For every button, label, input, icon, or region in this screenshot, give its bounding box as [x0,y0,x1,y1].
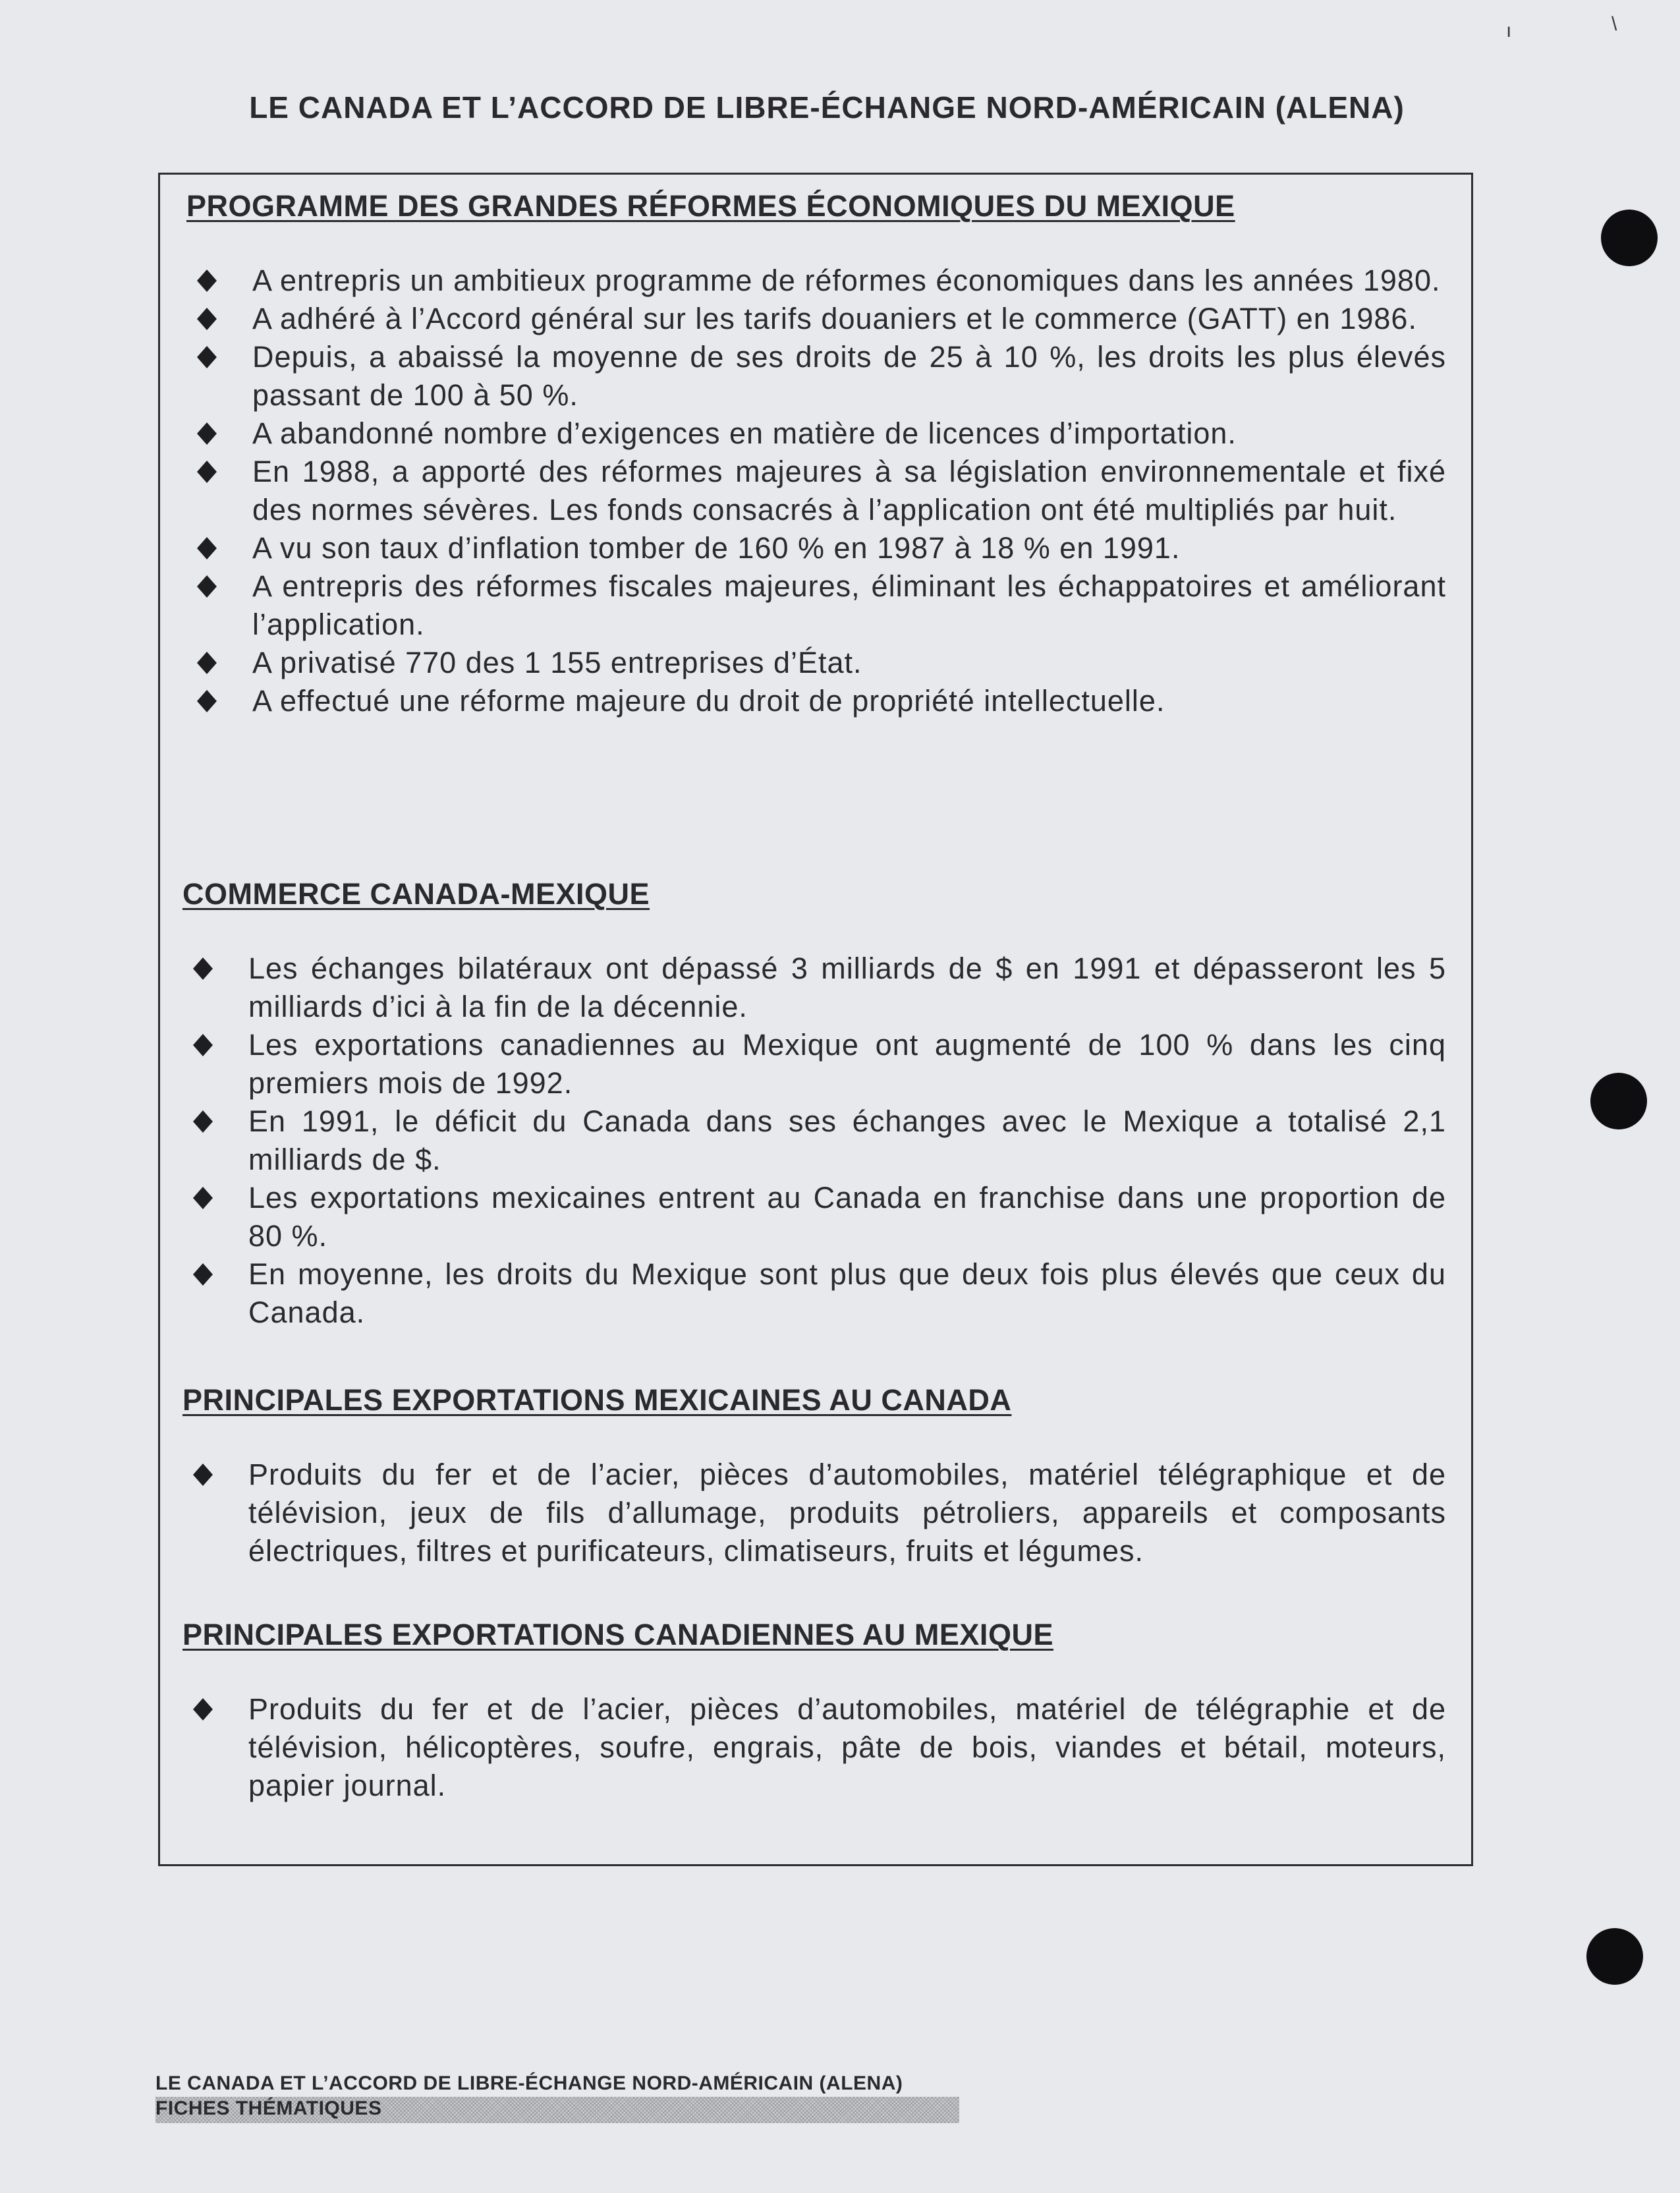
list-item-text: Produits du fer et de l’acier, pièces d’automobiles, matériel de télégraphie et de télévision, hélicoptères, soufre, engrais, pâte de bois, viandes et bétail, moteurs, papier journal. [248,1692,1446,1802]
list-item [182,950,1446,1026]
diamond-bullet-icon [197,346,217,368]
diamond-bullet-icon [197,575,217,598]
list-item [186,529,1446,567]
list-item-text: A abandonné nombre d’exigences en matière de licences d’importation. [252,416,1237,450]
punch-hole [1590,1073,1647,1129]
list-item-text: Produits du fer et de l’acier, pièces d’automobiles, matériel télégraphique et de télévision, jeux de fils d’allumage, produits pétroliers, appareils et composants électriques, filtres et purificateurs, climatiseurs, fruits et légumes. [248,1458,1446,1568]
diamond-bullet-icon [193,1263,213,1286]
diamond-bullet-icon [193,1110,213,1133]
diamond-bullet-icon [193,1464,213,1486]
diamond-bullet-icon [197,461,217,483]
list-item [182,1690,1446,1805]
diamond-bullet-icon [197,690,217,712]
list-item [186,338,1446,414]
diamond-bullet-icon [197,652,217,674]
content-box [158,173,1473,1866]
corner-mark: ı [1506,20,1512,42]
bullet-list [182,950,1446,1332]
section-heading: PROGRAMME DES GRANDES RÉFORMES ÉCONOMIQUES DU MEXIQUE [186,189,1235,223]
bullet-list [182,1456,1446,1570]
section-commerce [182,877,1446,1332]
list-item-text: Les exportations mexicaines entrent au Canada en franchise dans une proportion de 80 %. [248,1181,1446,1253]
list-item-text: A privatisé 770 des 1 155 entreprises d’État. [252,646,862,679]
list-item [182,1179,1446,1255]
list-item [186,262,1446,300]
corner-mark: \ [1611,13,1617,35]
list-item [186,453,1446,529]
bullet-list [186,262,1446,720]
list-item-text: A effectué une réforme majeure du droit de propriété intellectuelle. [252,684,1165,718]
section-heading: PRINCIPALES EXPORTATIONS MEXICAINES AU CANADA [182,1383,1012,1417]
section-heading: PRINCIPALES EXPORTATIONS CANADIENNES AU MEXIQUE [182,1618,1053,1651]
footer-subtitle: FICHES THÉMATIQUES [155,2097,959,2123]
list-item-text: A adhéré à l’Accord général sur les tarifs douaniers et le commerce (GATT) en 1986. [252,302,1417,335]
list-item [182,1026,1446,1102]
list-item-text: A entrepris des réformes fiscales majeures, éliminant les échappatoires et améliorant l’application. [252,569,1446,641]
list-item-text: Les exportations canadiennes au Mexique ont augmenté de 100 % dans les cinq premiers mois de 1992. [248,1028,1446,1100]
list-item-text: En 1988, a apporté des réformes majeures à sa législation environnementale et fixé des normes sévères. Les fonds consacrés à l’application ont été multipliés par huit. [252,455,1446,527]
section-exportations-canadiennes [182,1618,1446,1805]
list-item-text: A entrepris un ambitieux programme de réformes économiques dans les années 1980. [252,264,1441,297]
section-heading: COMMERCE CANADA-MEXIQUE [182,877,650,911]
section-exportations-mexicaines [182,1383,1446,1570]
list-item [182,1102,1446,1179]
footer [155,2070,959,2123]
punch-hole [1586,1928,1643,1985]
page-title: LE CANADA ET L’ACCORD DE LIBRE-ÉCHANGE NORD-AMÉRICAIN (ALENA) [249,90,1405,125]
diamond-bullet-icon [197,270,217,292]
list-item-text: Depuis, a abaissé la moyenne de ses droits de 25 à 10 %, les droits les plus élevés passant de 100 à 50 %. [252,340,1446,412]
diamond-bullet-icon [193,1698,213,1721]
diamond-bullet-icon [193,1187,213,1209]
diamond-bullet-icon [197,308,217,330]
punch-hole [1601,210,1658,266]
list-item-text: Les échanges bilatéraux ont dépassé 3 milliards de $ en 1991 et dépasseront les 5 milliards d’ici à la fin de la décennie. [248,952,1446,1023]
list-item [186,644,1446,682]
list-item [186,414,1446,453]
bullet-list [182,1690,1446,1805]
diamond-bullet-icon [197,537,217,559]
section-reformes [186,189,1446,720]
diamond-bullet-icon [193,957,213,980]
list-item [186,682,1446,720]
list-item-text: En moyenne, les droits du Mexique sont plus que deux fois plus élevés que ceux du Canada. [248,1257,1446,1329]
diamond-bullet-icon [197,422,217,445]
list-item-text: A vu son taux d’inflation tomber de 160 % en 1987 à 18 % en 1991. [252,531,1181,565]
footer-title: LE CANADA ET L’ACCORD DE LIBRE-ÉCHANGE NORD-AMÉRICAIN (ALENA) [155,2072,903,2094]
list-item [182,1456,1446,1570]
list-item-text: En 1991, le déficit du Canada dans ses échanges avec le Mexique a totalisé 2,1 milliards de $. [248,1104,1446,1176]
list-item [182,1255,1446,1332]
list-item [186,300,1446,338]
diamond-bullet-icon [193,1034,213,1056]
list-item [186,567,1446,644]
